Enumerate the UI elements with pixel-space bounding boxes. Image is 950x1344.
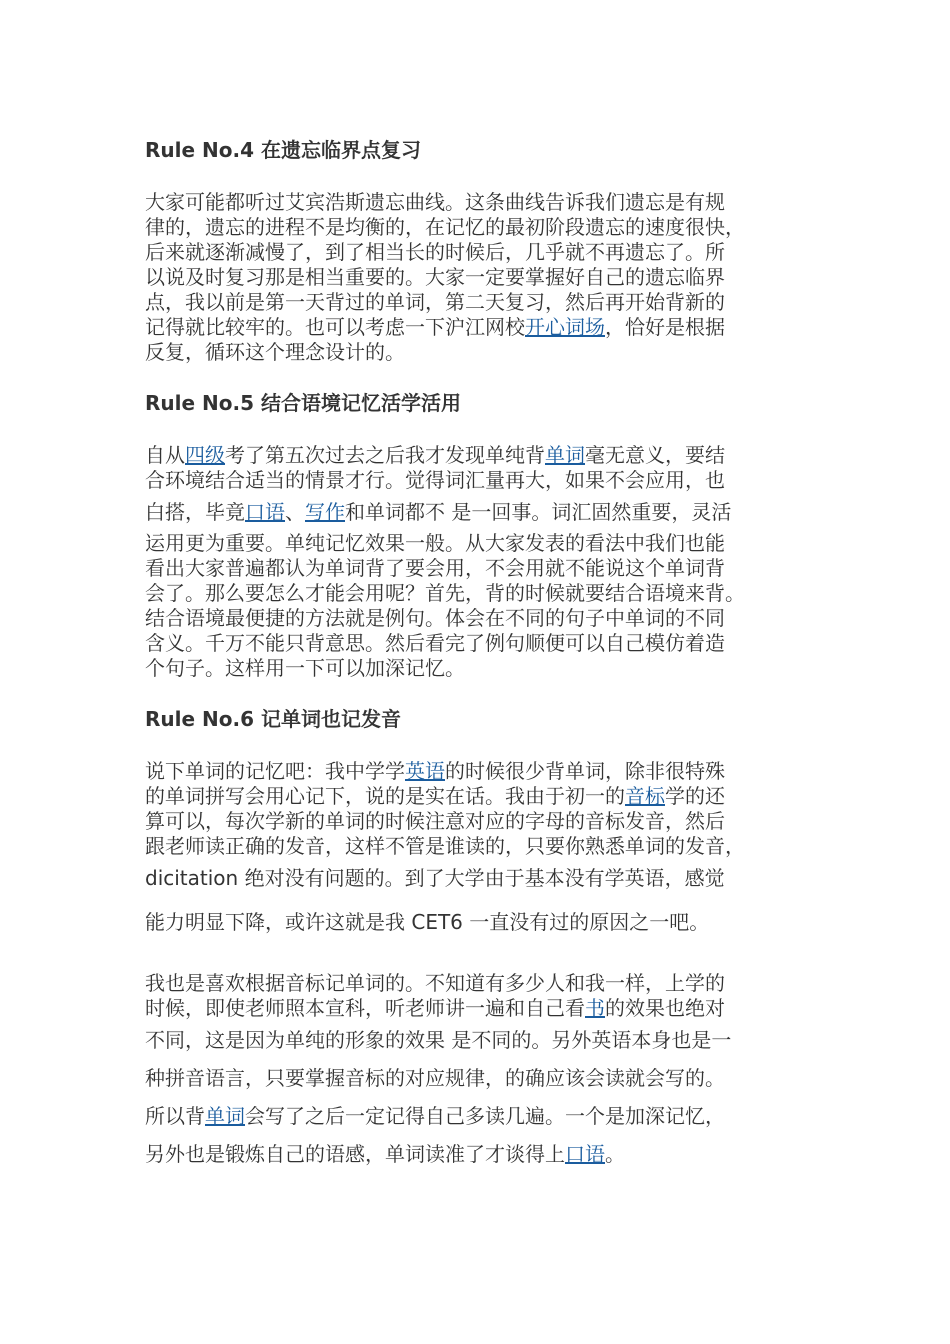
rule6-heading: Rule No.6 记单词也记发音 [145,707,401,731]
text-line: 反复，循环这个理念设计的。 [145,340,405,364]
text-segment: 绝对没有问题的。到了大学由于基本没有学英语，感觉 [238,866,725,890]
text-line: 种拼音语言，只要掌握音标的对应规律，的确应该会读就会写的。 [145,1066,725,1090]
text-line [145,1097,815,1135]
text-segment: 所以背 [145,1104,205,1128]
text-segment: 的单词拼写会用心记下，说的是实在话。我由于初一的 [145,784,625,808]
text-segment: 毫无意义，要结 [585,443,725,467]
text-line [145,996,815,1021]
link-kaixin-cichang[interactable]: 开心词场 [525,315,605,339]
text-line [145,897,815,947]
text-segment: 会写了之后一定记得自己多读几遍。一个是加深记忆， [245,1104,725,1128]
paragraph-spacer [145,947,815,971]
text-segment: 说下单词的记忆吧：我中学学 [145,759,405,783]
text-line: 点，我以前是第一天背过的单词，第二天复习，然后再开始背新的 [145,290,725,314]
text-line [145,1135,815,1173]
link-words-2[interactable]: 单词 [205,1104,245,1128]
text-segment: CET6 [411,910,463,934]
text-segment: 。 [605,1142,625,1166]
text-segment: 学的还 [665,784,725,808]
text-segment: 自从 [145,443,185,467]
text-line [145,784,815,809]
rule6-paragraph-2 [145,971,815,1173]
text-segment: 考了第五次过去之后我才发现单纯背 [225,443,545,467]
text-line: 运用更为重要。单纯记忆效果一般。从大家发表的看法中我们也能 [145,531,725,555]
text-segment: 记得就比较牢的。也可以考虑一下沪江网校 [145,315,525,339]
text-line: 我也是喜欢根据音标记单词的。不知道有多少人和我一样，上学的 [145,971,725,995]
text-line [145,443,815,468]
text-segment: 和单词都不 是一回事。词汇固然重要，灵活 [345,500,732,524]
text-line: 后来就逐渐减慢了，到了相当长的时候后，几乎就不再遗忘了。所 [145,240,725,264]
rule5-heading: Rule No.5 结合语境记忆活学活用 [145,391,461,415]
text-segment: 的时候很少背单词，除非很特殊 [445,759,725,783]
text-line: 大家可能都听过艾宾浩斯遗忘曲线。这条曲线告诉我们遗忘是有规 [145,190,725,214]
text-segment: 另外也是锻炼自己的语感，单词读准了才谈得上 [145,1142,565,1166]
text-segment: 能力明显下降，或许这就是我 [145,910,412,934]
rule5-paragraph [145,443,815,681]
link-phonetics[interactable]: 音标 [625,784,665,808]
text-line [145,315,815,340]
link-oral[interactable]: 口语 [245,500,285,524]
rule6-paragraph-1 [145,759,815,947]
text-line: 律的，遗忘的进程不是均衡的，在记忆的最初阶段遗忘的速度很快， [145,215,745,239]
rule4-heading: Rule No.4 在遗忘临界点复习 [145,138,421,162]
text-segment: 的效果也绝对 [605,996,725,1020]
text-segment: 、 [285,500,305,524]
link-english[interactable]: 英语 [405,759,445,783]
link-book[interactable]: 书 [585,996,605,1020]
text-segment: ，恰好是根据 [605,315,725,339]
text-line: 会了。那么要怎么才能会用呢？首先，背的时候就要结合语境来背。 [145,581,745,605]
text-line: 含义。千万不能只背意思。然后看完了例句顺便可以自己模仿着造 [145,631,725,655]
text-line [145,759,815,784]
text-segment: dicitation [145,866,239,890]
text-line: 以说及时复习那是相当重要的。大家一定要掌握好自己的遗忘临界 [145,265,725,289]
text-segment: 时候，即使老师照本宣科，听老师讲一遍和自己看 [145,996,585,1020]
text-line: 算可以，每次学新的单词的时候注意对应的字母的音标发音，然后 [145,809,725,833]
text-segment: 白搭，毕竟 [145,500,245,524]
text-line: 合环境结合适当的情景才行。觉得词汇量再大，如果不会应用，也 [145,468,725,492]
link-cet4[interactable]: 四级 [185,443,225,467]
text-segment: 一直没有过的原因之一吧。 [462,910,710,934]
link-words[interactable]: 单词 [545,443,585,467]
text-line: 跟老师读正确的发音，这样不管是谁读的，只要你熟悉单词的发音， [145,834,745,858]
text-line: 结合语境最便捷的方法就是例句。体会在不同的句子中单词的不同 [145,606,725,630]
rule4-paragraph [145,190,815,365]
link-oral-2[interactable]: 口语 [565,1142,605,1166]
link-writing[interactable]: 写作 [305,500,345,524]
text-line: 个句子。这样用一下可以加深记忆。 [145,656,465,680]
text-line [145,493,815,531]
document-page [145,136,815,1173]
text-line: 不同，这是因为单纯的形象的效果 是不同的。另外英语本身也是一 [145,1028,732,1052]
text-line: 看出大家普遍都认为单词背了要会用，不会用就不能说这个单词背 [145,556,725,580]
text-line [145,859,815,897]
